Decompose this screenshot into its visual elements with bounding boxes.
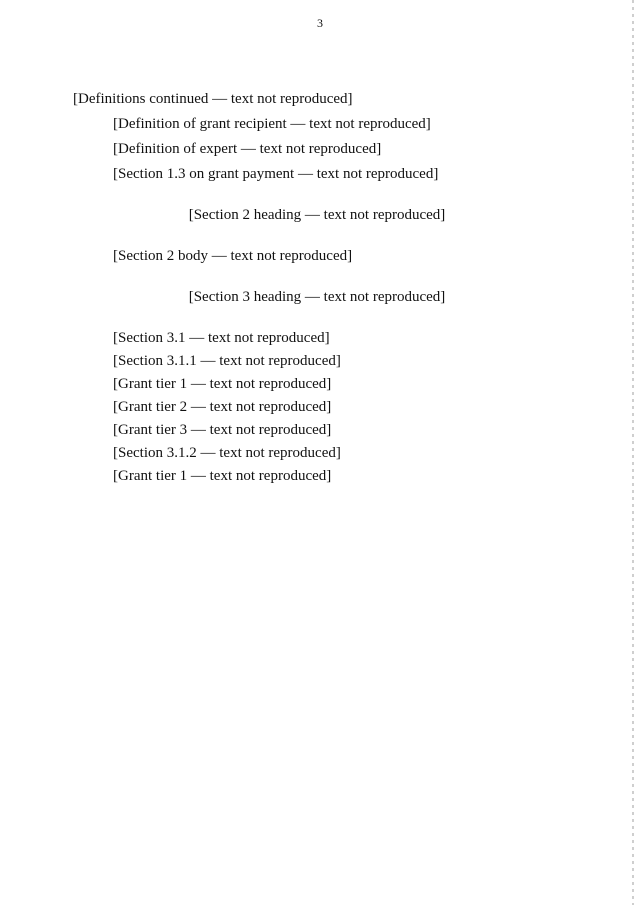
section-3-heading: [Section 3 heading — text not reproduced] — [188, 289, 446, 305]
grant-list-item: [Grant tier 1 — text not reproduced] — [113, 468, 332, 484]
section-3-1: [Section 3.1 — text not reproduced] — [113, 330, 330, 346]
grant-list-item: [Grant tier 3 — text not reproduced] — [113, 422, 332, 438]
grant-recipient-paragraph: [Definition of grant recipient — text not reproduced] — [113, 116, 431, 132]
page-edge-marker — [632, 0, 634, 905]
section-3-1-1: [Section 3.1.1 — text not reproduced] — [113, 353, 341, 369]
grant-list-item: [Grant tier 2 — text not reproduced] — [113, 399, 332, 415]
section-3-1-2: [Section 3.1.2 — text not reproduced] — [113, 445, 341, 461]
expert-paragraph: [Definition of expert — text not reproduced] — [113, 141, 382, 157]
payment-paragraph: [Section 1.3 on grant payment — text not reproduced] — [113, 166, 439, 182]
section-2-heading: [Section 2 heading — text not reproduced] — [188, 207, 446, 223]
organizer-paragraph: [Section 2 body — text not reproduced] — [113, 248, 353, 264]
definitions-paragraph: [Definitions continued — text not reproduced] — [73, 91, 353, 107]
document-body — [73, 90, 561, 880]
grant-list-item: [Grant tier 1 — text not reproduced] — [113, 376, 332, 392]
page-number: 3 — [317, 16, 323, 30]
